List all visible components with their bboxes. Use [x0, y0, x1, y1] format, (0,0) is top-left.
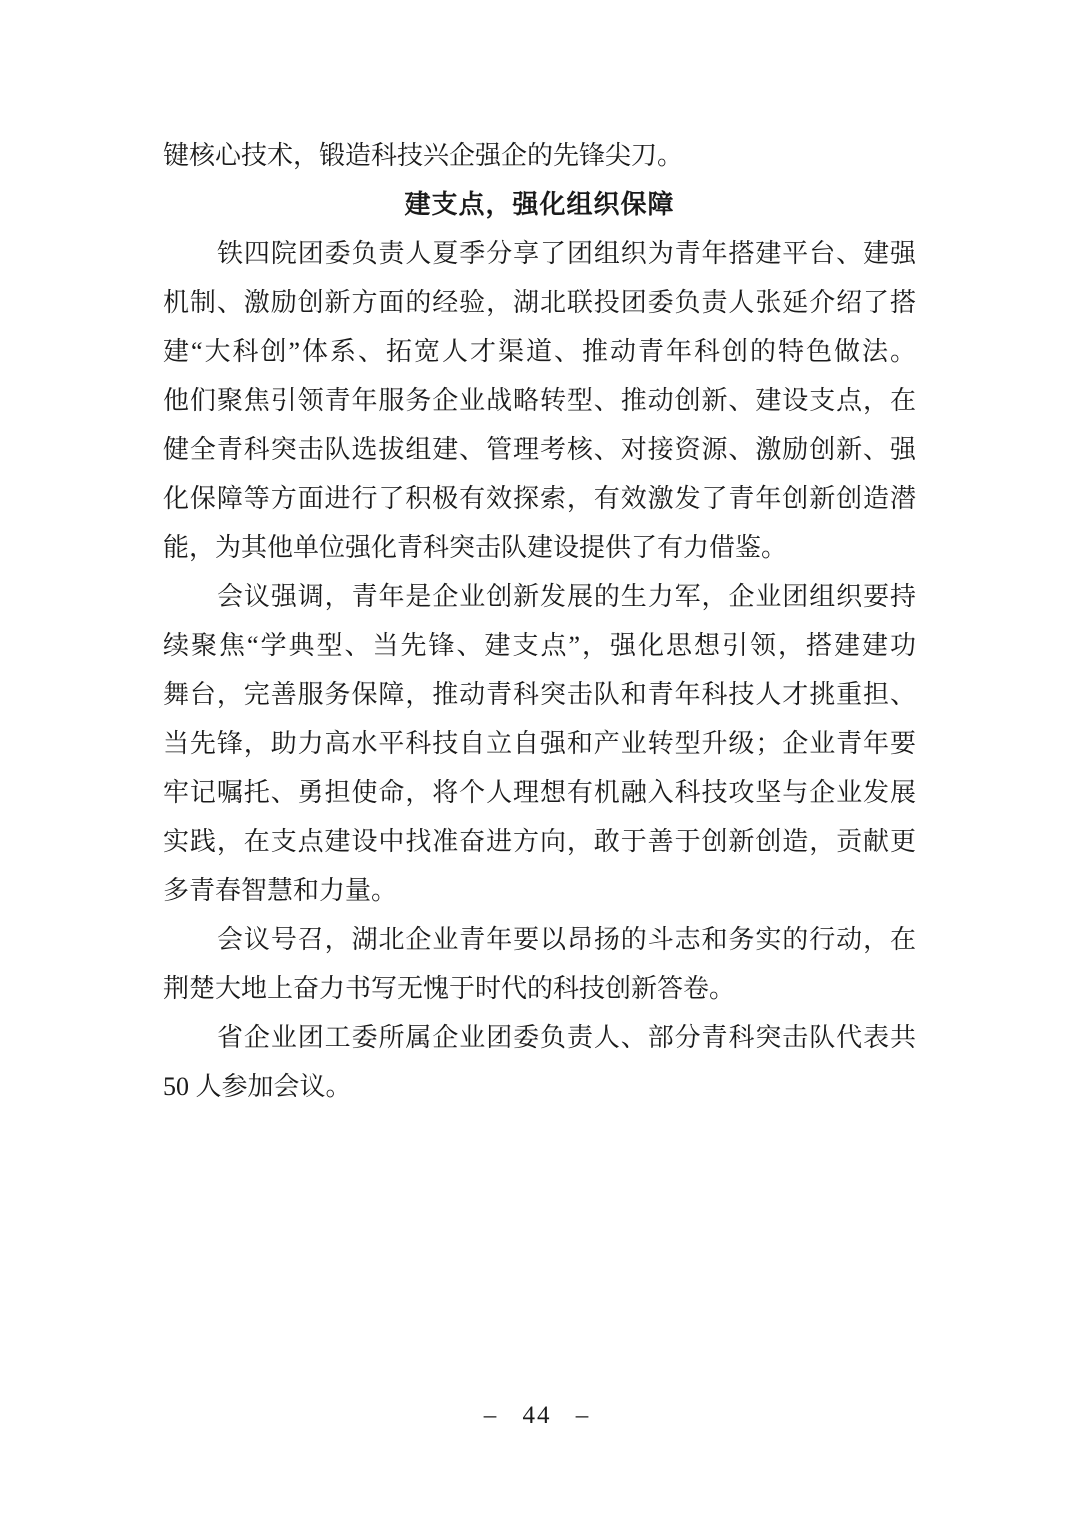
text-line: 铁四院团委负责人夏季分享了团组织为青年搭建平台、建强	[217, 239, 916, 268]
paragraph	[163, 572, 916, 915]
text-line: 会议强调，青年是企业创新发展的生力军，企业团组织要持	[217, 582, 916, 611]
text-line: 他们聚焦引领青年服务企业战略转型、推动创新、建设支点，在	[163, 386, 916, 415]
paragraph	[163, 229, 916, 572]
text-line: 舞台，完善服务保障，推动青科突击队和青年科技人才挑重担、	[163, 680, 916, 709]
text-line: 建“大科创”体系、拓宽人才渠道、推动青年科创的特色做法。	[163, 337, 916, 366]
page-number: – 44 –	[483, 1402, 591, 1429]
text-line: 能，为其他单位强化青科突击队建设提供了有力借鉴。	[163, 533, 788, 562]
text-line: 续聚焦“学典型、当先锋、建支点”，强化思想引领，搭建建功	[163, 631, 916, 660]
text-line: 键核心技术，锻造科技兴企强企的先锋尖刀。	[163, 141, 684, 170]
document-body	[163, 131, 916, 1111]
paragraph	[163, 1013, 916, 1111]
text-line: 荆楚大地上奋力书写无愧于时代的科技创新答卷。	[163, 974, 736, 1003]
text-line: 多青春智慧和力量。	[163, 876, 398, 905]
text-line: 实践，在支点建设中找准奋进方向，敢于善于创新创造，贡献更	[163, 827, 916, 856]
text-line: 机制、激励创新方面的经验，湖北联投团委负责人张延介绍了搭	[163, 288, 916, 317]
text-line: 牢记嘱托、勇担使命，将个人理想有机融入科技攻坚与企业发展	[163, 778, 916, 807]
section-heading: 建支点，强化组织保障	[404, 190, 675, 219]
page-footer	[0, 1402, 1074, 1430]
continuation-paragraph	[163, 131, 916, 180]
text-line: 省企业团工委所属企业团委负责人、部分青科突击队代表共	[217, 1023, 916, 1052]
text-line: 健全青科突击队选拔组建、管理考核、对接资源、激励创新、强	[163, 435, 916, 464]
text-line: 化保障等方面进行了积极有效探索，有效激发了青年创新创造潜	[163, 484, 916, 513]
text-line: 50 人参加会议。	[163, 1072, 352, 1101]
text-line: 当先锋，助力高水平科技自立自强和产业转型升级；企业青年要	[163, 729, 916, 758]
paragraph	[163, 915, 916, 1013]
text-line: 会议号召，湖北企业青年要以昂扬的斗志和务实的行动，在	[217, 925, 916, 954]
